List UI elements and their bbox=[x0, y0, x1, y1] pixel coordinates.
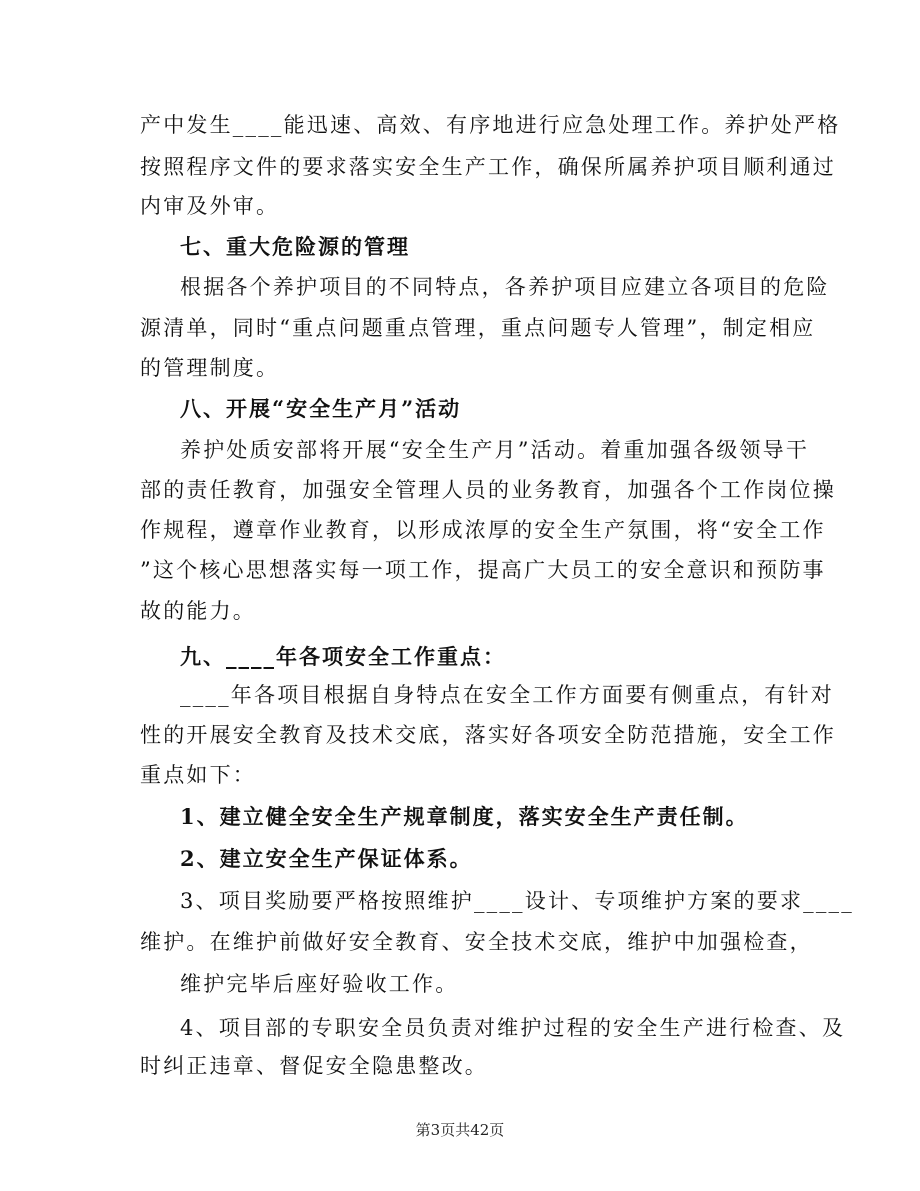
section-heading-8: 八、开展“安全生产月”活动 bbox=[180, 396, 462, 421]
body-text-line: 内审及外审。 bbox=[140, 194, 280, 218]
list-item-1: 1、建立健全安全生产规章制度，落实安全生产责任制。 bbox=[180, 804, 749, 829]
body-text-line: 维护完毕后座好验收工作。 bbox=[180, 972, 459, 996]
section-heading-7: 七、重大危险源的管理 bbox=[180, 234, 410, 259]
list-item-2: 2、建立安全生产保证体系。 bbox=[180, 846, 473, 871]
section-heading-9: 九、____年各项安全工作重点： bbox=[180, 644, 506, 669]
body-text-line: 养护处质安部将开展“安全生产月”活动。着重加强各级领导干 bbox=[180, 438, 810, 462]
body-text-line: 产中发生____能迅速、高效、有序地进行应急处理工作。养护处严格 bbox=[140, 113, 841, 137]
body-text-line: ”这个核心思想落实每一项工作，提高广大员工的安全意识和预防事 bbox=[140, 558, 826, 582]
body-text-line: 时纠正违章、督促安全隐患整改。 bbox=[140, 1054, 488, 1078]
body-text-line: 按照程序文件的要求落实安全生产工作，确保所属养护项目顺利通过 bbox=[140, 155, 836, 179]
body-text-line: 性的开展安全教育及技术交底，落实好各项安全防范措施，安全工作 bbox=[140, 723, 836, 747]
body-text-line: 源清单，同时“重点问题重点管理，重点问题专人管理”，制定相应 bbox=[140, 316, 816, 340]
body-text-line: 作规程，遵章作业教育，以形成浓厚的安全生产氛围，将“安全工作 bbox=[140, 518, 826, 542]
list-item-4: 4、项目部的专职安全员负责对维护过程的安全生产进行检查、及 bbox=[180, 1016, 846, 1040]
body-text-line: 维护。在维护前做好安全教育、安全技术交底，维护中加强检查， bbox=[140, 930, 813, 954]
body-text-line: 部的责任教育，加强安全管理人员的业务教育，加强各个工作岗位操 bbox=[140, 478, 836, 502]
page-number: 第3页共42页 bbox=[415, 1121, 505, 1139]
body-text-line: 根据各个养护项目的不同特点，各养护项目应建立各项目的危险 bbox=[180, 275, 830, 299]
body-text-line: 故的能力。 bbox=[140, 599, 256, 623]
body-text-line: ____年各项目根据自身特点在安全工作方面要有侧重点，有针对 bbox=[180, 683, 834, 707]
list-item-3: 3、项目奖励要严格按照维护____设计、专项维护方案的要求____ bbox=[180, 889, 854, 913]
body-text-line: 的管理制度。 bbox=[140, 356, 280, 380]
body-text-line: 重点如下： bbox=[140, 763, 256, 787]
